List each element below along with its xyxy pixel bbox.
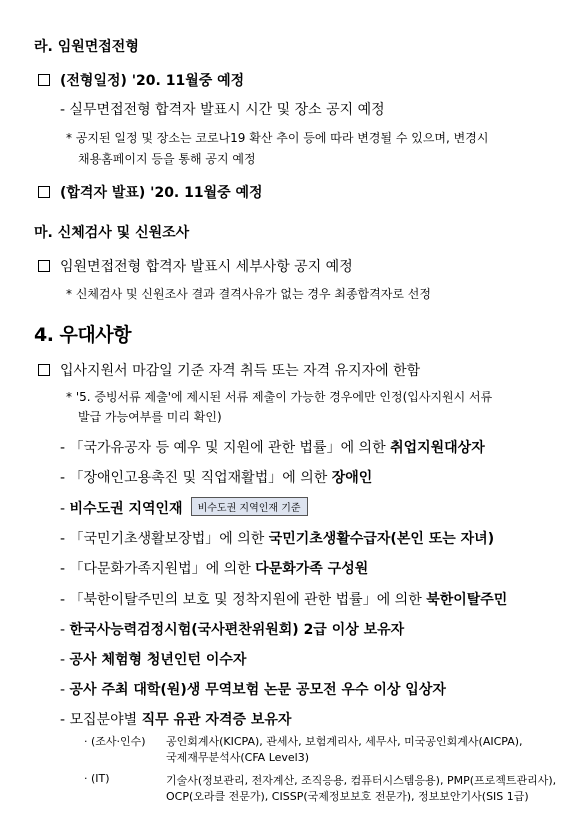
bullet-item — [38, 256, 353, 276]
criteria-button[interactable]: 비수도권 지역인재 기준 — [191, 497, 308, 516]
preference-item: - 공사 주최 대학(원)생 무역보험 논문 공모전 우수 이상 입상자 — [60, 682, 446, 698]
preference-item: - 「북한이탈주민의 보호 및 정착지원에 관한 법률」에 의한 북한이탈주민 — [60, 592, 508, 608]
cert-list-line: OCP(오라클 전문가), CISSP(국제정보보호 전문가), 정보보안기사(SIS 1급) — [166, 790, 529, 803]
checkbox-icon — [38, 74, 50, 86]
note-line: 채용홈페이지 등을 통해 공지 예정 — [78, 152, 256, 166]
dash-item: - 실무면접전형 합격자 발표시 시간 및 장소 공지 예정 — [60, 102, 385, 118]
cert-list-line: 공인회계사(KICPA), 관세사, 보험계리사, 세무사, 미국공인회계사(AICPA), — [166, 735, 523, 748]
cert-category-label: · (조사·인수) — [84, 735, 146, 748]
note-line: * 공지된 일정 및 장소는 코로나19 확산 추이 등에 따라 변경될 수 있으며, 변경시 — [66, 131, 489, 145]
note-line: * '5. 증빙서류 제출'에 제시된 서류 제출이 가능한 경우에만 인정(입사지원시 서류 — [66, 390, 493, 404]
bullet-item — [38, 360, 420, 380]
bullet-text: 입사지원서 마감일 기준 자격 취득 또는 자격 유지자에 한함 — [60, 363, 421, 379]
checkbox-icon — [38, 364, 50, 376]
note-line: * 신체검사 및 신원조사 결과 결격사유가 없는 경우 최종합격자로 선정 — [66, 287, 431, 301]
preference-item: - 공사 체험형 청년인턴 이수자 — [60, 652, 247, 668]
note-line: 발급 가능여부를 미리 확인) — [78, 410, 222, 424]
section-heading-ra: 라. 임원면접전형 — [34, 39, 139, 55]
cert-list-line: 국제재무분석사(CFA Level3) — [166, 751, 310, 764]
schedule-text: (전형일정) '20. 11월중 예정 — [60, 73, 245, 89]
checkbox-icon — [38, 260, 50, 272]
announcement-item — [38, 182, 263, 202]
preference-item: - 「다문화가족지원법」에 의한 다문화가족 구성원 — [60, 561, 369, 577]
cert-category-label: · (IT) — [84, 772, 110, 785]
section-heading-ma: 마. 신체검사 및 신원조사 — [34, 225, 190, 241]
bullet-text: 임원면접전형 합격자 발표시 세부사항 공지 예정 — [60, 259, 353, 275]
checkbox-icon — [38, 186, 50, 198]
preference-item: - 「국가유공자 등 예우 및 지원에 관한 법률」에 의한 취업지원대상자 — [60, 440, 485, 456]
preference-item: - 「장애인고용촉진 및 직업재활법」에 의한 장애인 — [60, 470, 373, 486]
preference-item: - 한국사능력검정시험(국사편찬위원회) 2급 이상 보유자 — [60, 622, 405, 638]
announcement-text: (합격자 발표) '20. 11월중 예정 — [60, 185, 263, 201]
schedule-item — [38, 70, 244, 90]
cert-list-line: 기술사(정보관리, 전자계산, 조직응용, 컴퓨터시스템응용), PMP(프로젝트관리사), — [166, 774, 557, 787]
preference-item: - 모집분야별 직무 유관 자격증 보유자 — [60, 712, 292, 728]
preference-item: - 「국민기초생활보장법」에 의한 국민기초생활수급자(본인 또는 자녀) — [60, 531, 495, 547]
section-heading-4: 4. 우대사항 — [34, 324, 131, 346]
preference-item: - 비수도권 지역인재 비수도권 지역인재 기준 — [60, 497, 308, 518]
